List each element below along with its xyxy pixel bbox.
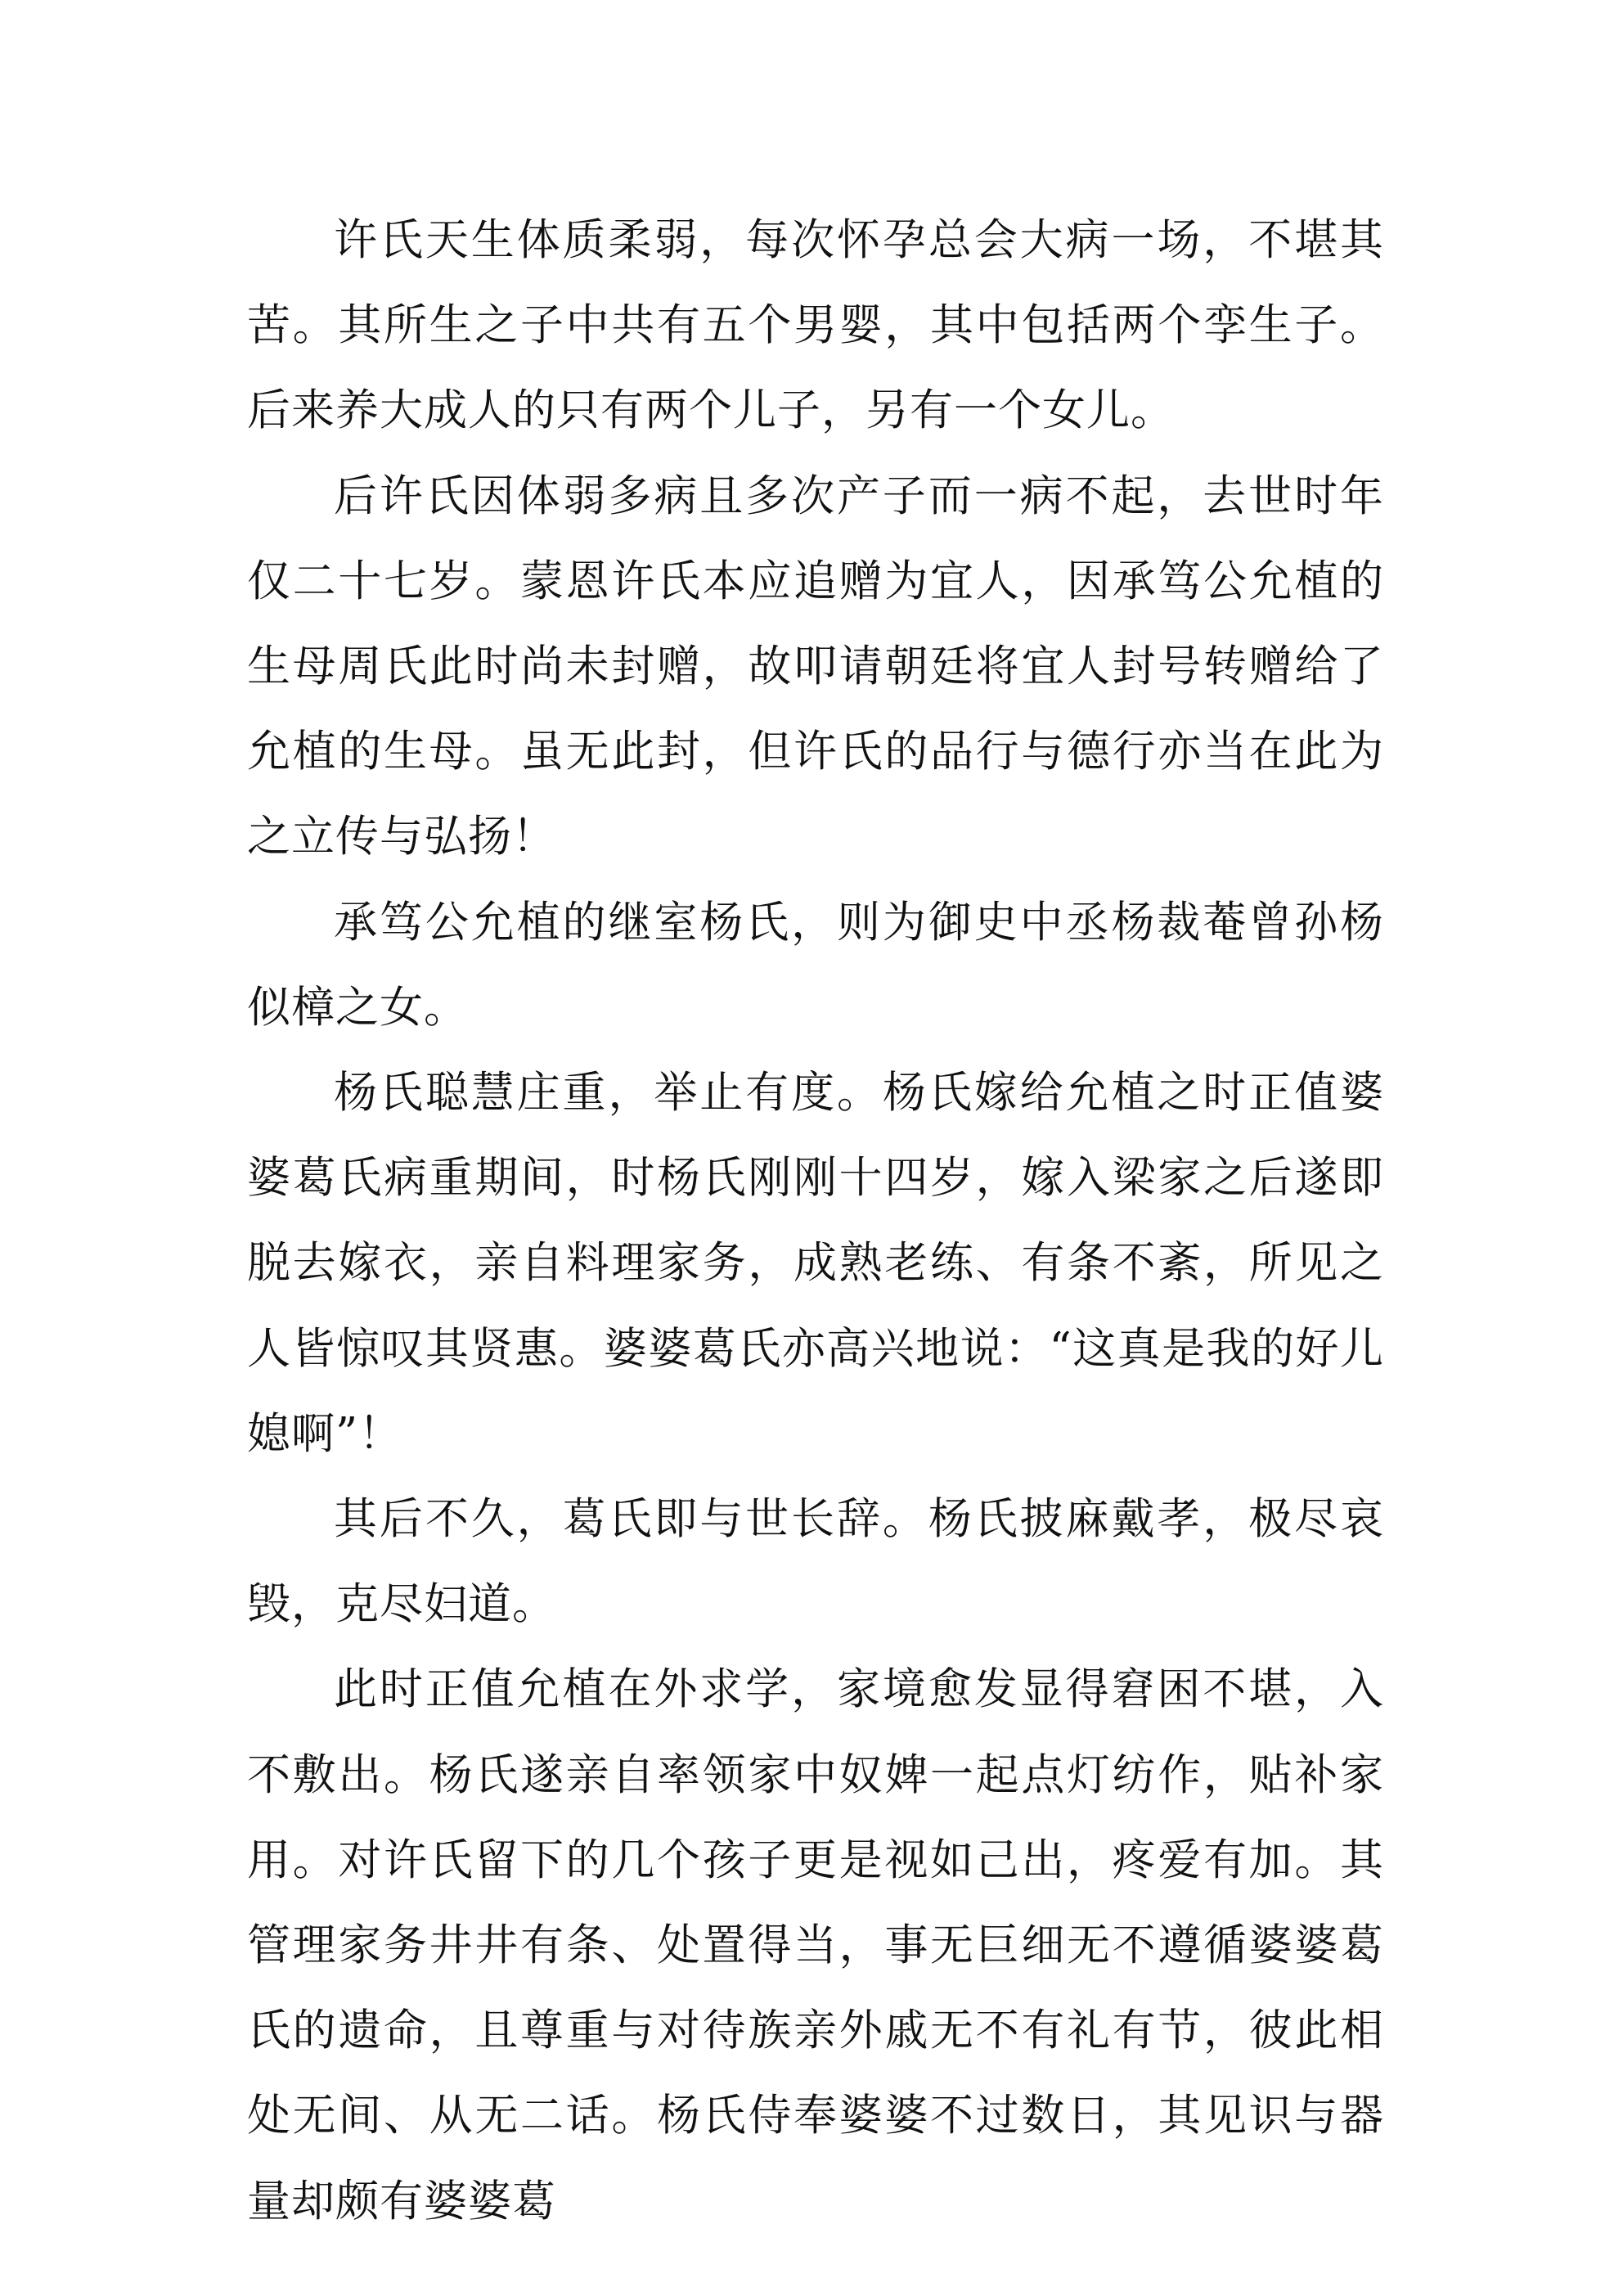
paragraph-6: 此时正值允植在外求学，家境愈发显得窘困不堪，入不敷出。杨氏遂亲自率领家中奴婢一起点灯纺作，贴补家用。对许氏留下的几个孩子更是视如己出，疼爱有加。其管理家务井井有条、处置得当，事无巨细无不遵循婆婆葛氏的遗命，且尊重与对待族亲外戚无不有礼有节，彼此相处无间、从无二话。杨氏侍奉婆婆不过数日，其见识与器量却颇有婆婆葛 bbox=[247, 1664, 1384, 2226]
paragraph-4: 杨氏聪慧庄重，举止有度。杨氏嫁给允植之时正值婆婆葛氏病重期间，时杨氏刚刚十四岁，嫁入梁家之后遂即脱去嫁衣，亲自料理家务，成熟老练、有条不紊，所见之人皆惊叹其贤惠。婆婆葛氏亦高兴地说：“这真是我的好儿媳啊”！ bbox=[247, 1068, 1384, 1459]
paragraph-2: 后许氏因体弱多病且多次产子而一病不起，去世时年仅二十七岁。蒙恩许氏本应追赠为宜人，因承笃公允植的生母周氏此时尚未封赠，故叩请朝廷将宜人封号转赠给了允植的生母。虽无此封，但许氏的品行与德行亦当在此为之立传与弘扬！ bbox=[247, 470, 1384, 862]
paragraph-1: 许氏天生体质柔弱，每次怀孕总会大病一场，不堪其苦。其所生之子中共有五个男婴，其中包括两个孪生子。后来养大成人的只有两个儿子，另有一个女儿。 bbox=[247, 215, 1384, 436]
paragraph-3: 承笃公允植的继室杨氏，则为御史中丞杨裁菴曾孙杨似樟之女。 bbox=[247, 897, 1384, 1033]
paragraph-5: 其后不久，葛氏即与世长辞。杨氏披麻戴孝，极尽哀毁，克尽妇道。 bbox=[247, 1494, 1384, 1630]
body-text bbox=[247, 198, 1384, 2244]
